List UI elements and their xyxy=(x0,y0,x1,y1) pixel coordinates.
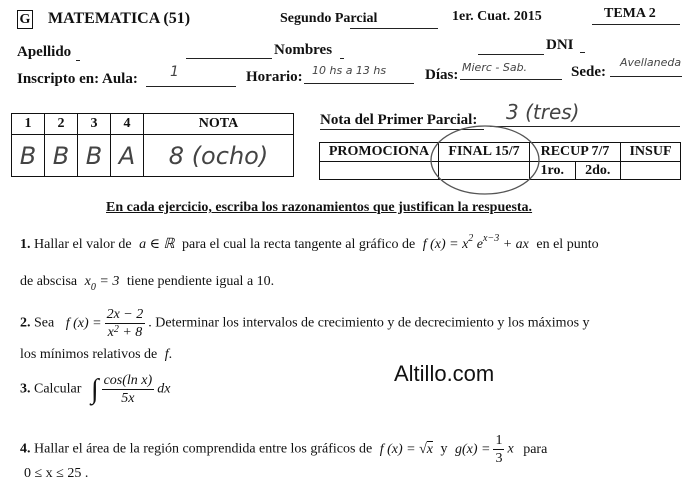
primer-parcial-value: 3 (tres) xyxy=(506,100,580,124)
aula-value: 1 xyxy=(170,64,179,80)
exercise-4-fraction: $\frac{1}{3}$ xyxy=(495,433,503,466)
dias-line xyxy=(460,79,562,80)
exercise-4-number: 4. xyxy=(20,441,31,457)
exercise-1-text-b: para el cual la recta tangente al gráfico de xyxy=(182,237,416,252)
status-cell-promociona xyxy=(320,162,439,180)
exercise-3-dx: dx xyxy=(157,381,171,397)
inscripto-label: Inscripto en: Aula: xyxy=(17,71,138,87)
exercise-1-line-2 xyxy=(20,274,275,293)
exercise-1-text-d: de abscisa xyxy=(20,274,78,289)
status-recup-2do: 2do. xyxy=(575,162,621,180)
grade-value-3: B xyxy=(78,135,111,177)
exercise-3-number: 3. xyxy=(20,381,31,397)
sede-value: Avellaneda xyxy=(620,56,682,69)
tema-underline xyxy=(592,24,680,25)
exam-underline xyxy=(350,28,438,29)
apellido-label: Apellido xyxy=(17,44,72,60)
primer-parcial-label: Nota del Primer Parcial: xyxy=(320,112,478,128)
status-header-final: FINAL 15/7 xyxy=(439,143,530,162)
status-recup-1ro: 1ro. xyxy=(530,162,576,180)
grade-header-3: 3 xyxy=(78,114,111,135)
exercise-2-fraction: $\frac{2x - 2}{x^2 + 8}$ xyxy=(106,307,144,340)
exercise-4-f: f (x) = √x xyxy=(379,441,433,457)
dni-line xyxy=(478,54,544,55)
subject-title: MATEMATICA (51) xyxy=(48,10,191,27)
exercise-4 xyxy=(20,432,547,467)
status-header-promociona: PROMOCIONA xyxy=(320,143,439,162)
sede-label: Sede: xyxy=(571,64,606,80)
horario-line xyxy=(304,83,414,84)
aula-line xyxy=(146,86,236,87)
exercise-2-text-b: . Determinar los intervalos de crecimiento y de decrecimiento y los máximos y xyxy=(148,315,590,331)
exercise-1 xyxy=(20,233,599,253)
dni-tail xyxy=(580,52,585,53)
final-circle-mark xyxy=(425,120,545,202)
term: 1er. Cuat. 2015 xyxy=(452,9,542,24)
grade-value-1: B xyxy=(12,135,45,177)
tema-label: TEMA 2 xyxy=(604,6,656,21)
grade-header-4: 4 xyxy=(111,114,144,135)
exercise-1-text-e: tiene pendiente igual a 10. xyxy=(126,274,275,289)
grade-header-1: 1 xyxy=(12,114,45,135)
horario-value: 10 hs a 13 hs xyxy=(312,64,387,77)
group-letter-box xyxy=(17,10,33,29)
instruction: En cada ejercicio, escriba los razonamientos que justifican la respuesta. xyxy=(106,200,533,215)
nombres-line xyxy=(340,58,344,59)
group-letter: G xyxy=(19,12,31,27)
exercise-2-number: 2. xyxy=(20,315,31,331)
status-header-insuf: INSUF xyxy=(621,143,681,162)
grade-header-2: 2 xyxy=(45,114,78,135)
exercise-2-text-c: los mínimos relativos de xyxy=(20,347,158,362)
exercise-1-var-a: a ∈ ℝ xyxy=(139,237,175,252)
grade-value-2: B xyxy=(45,135,78,177)
integral-sign: ∫ xyxy=(90,373,99,405)
grade-value-4: A xyxy=(111,135,144,177)
watermark: Altillo.com xyxy=(394,361,495,386)
exercise-1-number: 1. xyxy=(20,237,31,252)
exercise-3 xyxy=(20,372,170,407)
grade-header-nota: NOTA xyxy=(144,114,294,135)
exercise-4-g: g(x) = xyxy=(454,441,491,457)
dias-label: Días: xyxy=(425,67,459,83)
exercise-2-line-2 xyxy=(20,347,172,363)
horario-label: Horario: xyxy=(246,69,303,85)
exercise-3-text-a: Calcular xyxy=(34,381,82,397)
exercise-4-range: 0 ≤ x ≤ 25 . xyxy=(24,466,89,481)
exercise-4-text-b: y xyxy=(440,441,448,457)
nombres-label: Nombres xyxy=(274,42,333,58)
sede-line xyxy=(610,76,682,77)
exercise-4-x: x xyxy=(507,441,514,457)
apellido-line xyxy=(76,60,80,61)
exercise-1-x0: $x_0 = 3$ xyxy=(84,274,120,293)
grade-value-nota: 8 (ocho) xyxy=(144,135,294,177)
status-cell-insuf xyxy=(621,162,681,180)
status-header-recup: RECUP 7/7 xyxy=(530,143,621,162)
exam-name: Segundo Parcial xyxy=(280,11,378,26)
exercise-1-function: f $(x) = x^2$ $e^{x-3}$ + ax xyxy=(422,233,529,252)
exercise-2-text-a: Sea xyxy=(34,315,55,331)
exercise-2 xyxy=(20,306,590,341)
exercise-1-text-c: en el punto xyxy=(536,237,599,252)
exercise-4-text-a: Hallar el área de la región comprendida entre los gráficos de xyxy=(34,441,373,457)
exercise-3-fraction: $\frac{\text{cos(ln x)}}{5x}$ xyxy=(103,373,153,406)
dni-label: DNI xyxy=(546,37,574,53)
grades-table xyxy=(11,113,294,177)
dias-value: Mierc - Sab. xyxy=(462,61,528,74)
exercise-2-f: f xyxy=(164,347,169,362)
exercise-4-text-c: para xyxy=(523,441,548,457)
exercise-2-function: f (x) = xyxy=(65,315,102,331)
exercise-2-text-d: . xyxy=(168,347,173,362)
exercise-1-text-a: Hallar el valor de xyxy=(34,237,132,252)
apellido-line-2 xyxy=(186,58,272,59)
